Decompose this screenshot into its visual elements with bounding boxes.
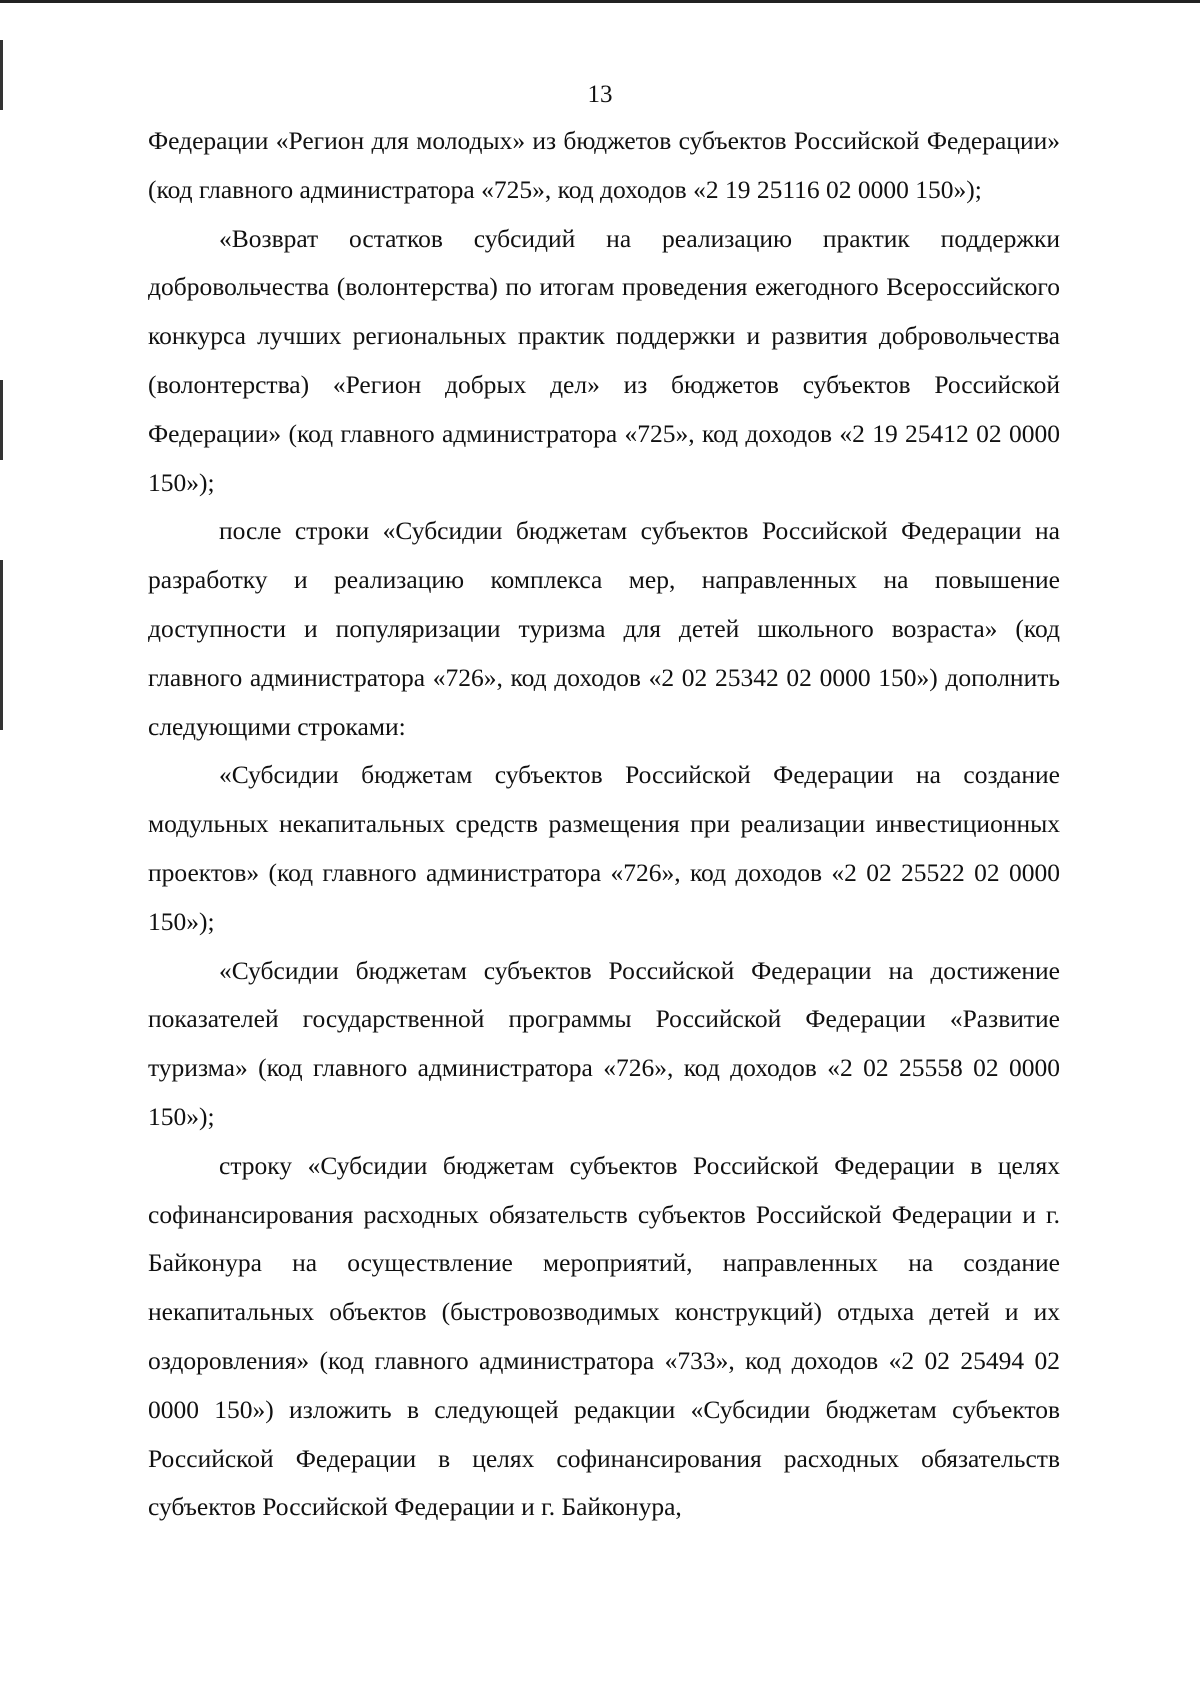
scan-edge-mark xyxy=(0,380,3,460)
paragraph: после строки «Субсидии бюджетам субъектов Российской Федерации на разработку и реализацию комплекса мер, направленных на повышение доступности и популяризации туризма для детей школьного возраста» (код главного администратора «726», код доходов «2 02 25342 02 0000 150») дополнить следующими строками: xyxy=(148,516,1060,741)
paragraph: «Возврат остатков субсидий на реализацию практик поддержки добровольчества (волонтерства) по итогам проведения ежегодного Всероссийского конкурса лучших региональных практик поддержки и развития добровольчества (волонтерства) «Регион добрых дел» из бюджетов субъектов Российской Федерации» (код главного администратора «725», код доходов «2 19 25412 02 0000 150»); xyxy=(148,223,1060,497)
paragraph-continuation: Федерации «Регион для молодых» из бюджетов субъектов Российской Федерации» (код главного администратора «725», код доходов «2 19 25116 02 0000 150»); xyxy=(148,126,1060,204)
document-body xyxy=(148,117,1060,1532)
scan-top-border xyxy=(0,0,1200,3)
page-number: 13 xyxy=(587,81,613,108)
paragraph: «Субсидии бюджетам субъектов Российской Федерации на создание модульных некапитальных средств размещения при реализации инвестиционных проектов» (код главного администратора «726», код доходов «2 02 25522 02 0000 150»); xyxy=(148,760,1060,936)
paragraph: строку «Субсидии бюджетам субъектов Российской Федерации в целях софинансирования расходных обязательств субъектов Российской Федерации и г. Байконура на осуществление мероприятий, направленных на создание некапитальных объектов (быстровозводимых конструкций) отдыха детей и их оздоровления» (код главного администратора «733», код доходов «2 02 25494 02 0000 150») изложить в следующей редакции «Субсидии бюджетам субъектов Российской Федерации в целях софинансирования расходных обязательств субъектов Российской Федерации и г. Байконура, xyxy=(148,1150,1060,1522)
paragraph: «Субсидии бюджетам субъектов Российской Федерации на достижение показателей государственной программы Российской Федерации «Развитие туризма» (код главного администратора «726», код доходов «2 02 25558 02 0000 150»); xyxy=(148,955,1060,1131)
scan-edge-mark xyxy=(0,560,3,730)
